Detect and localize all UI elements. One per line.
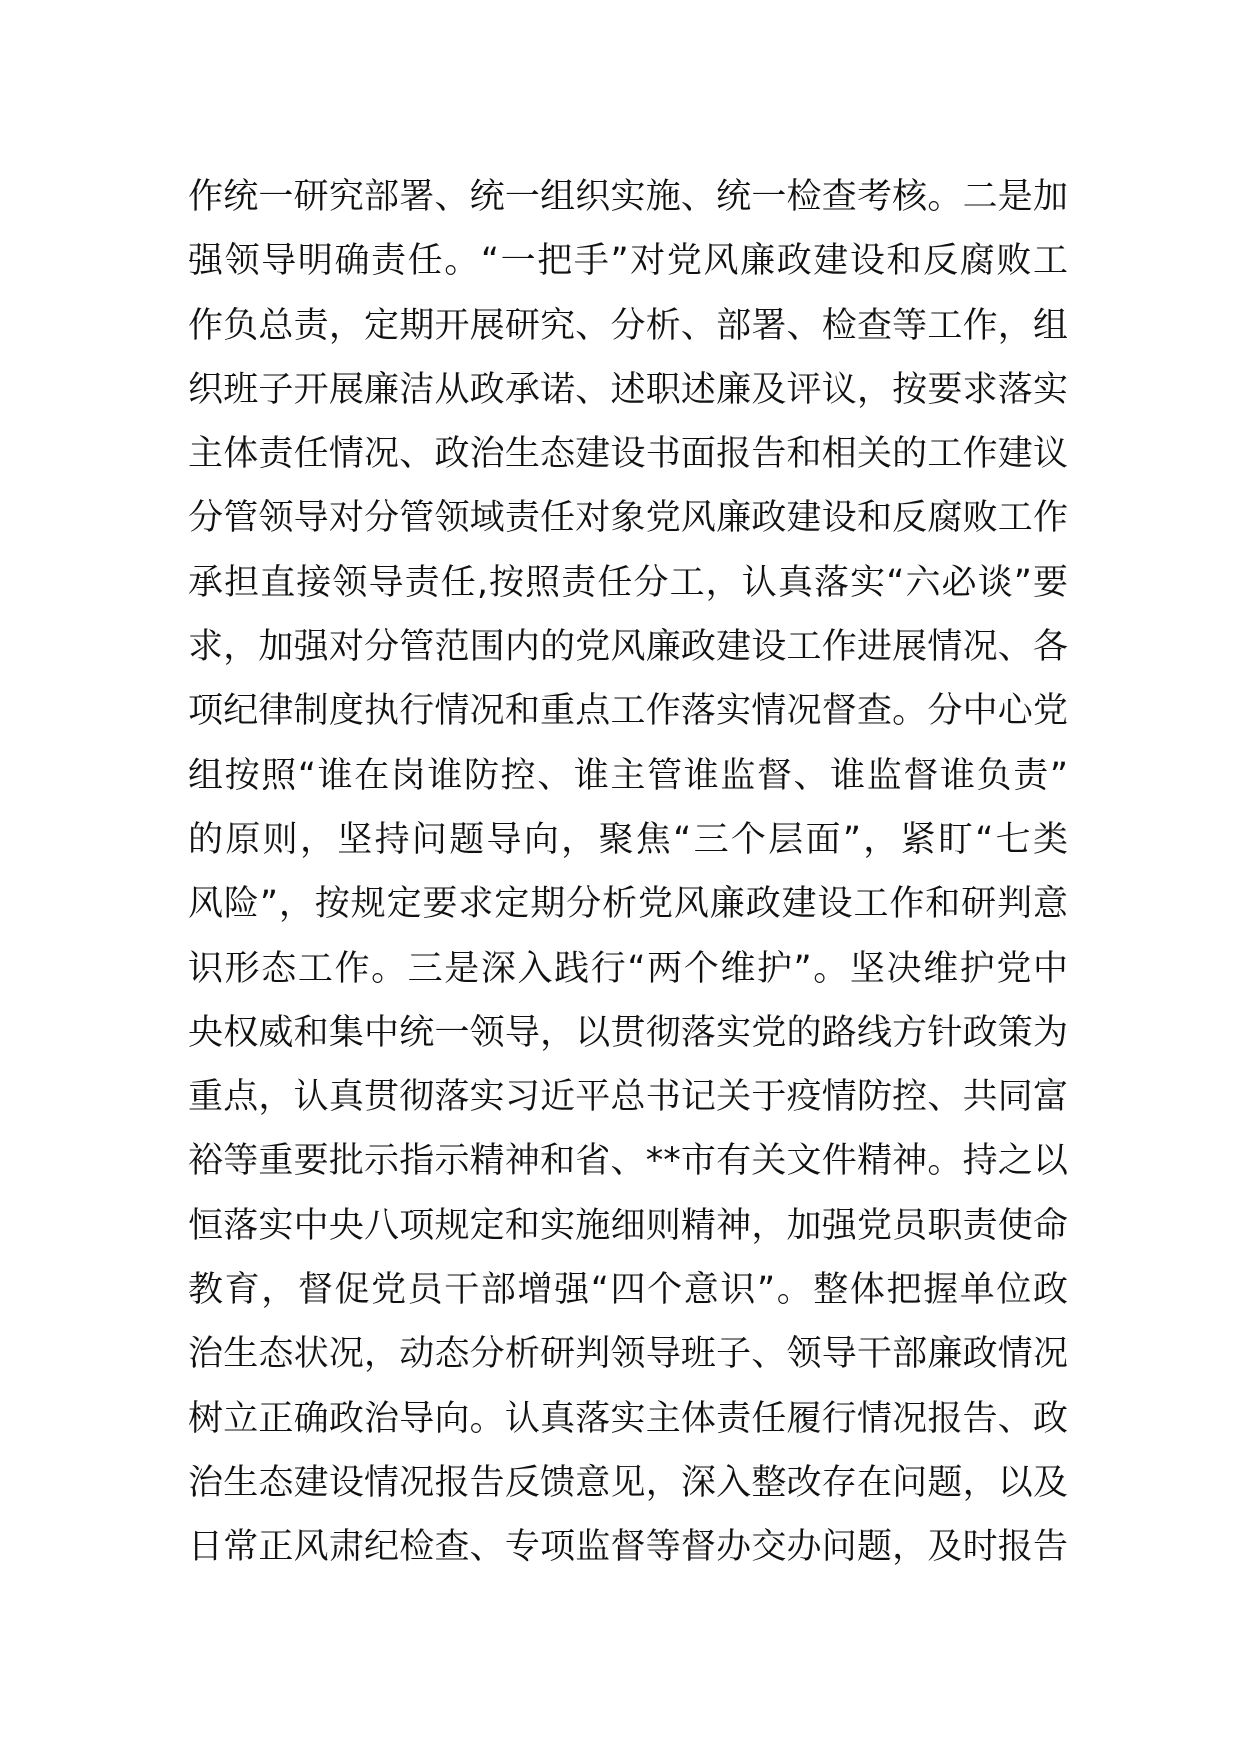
text-line: 重点，认真贯彻落实习近平总书记关于疫情防控、共同富 (188, 1077, 1068, 1118)
text-line: 强领导明确责任。“一把手”对党风廉政建设和反腐败工 (188, 241, 1068, 282)
text-line: 治生态状况，动态分析研判领导班子、领导干部廉政情况 (188, 1334, 1068, 1375)
text-line: 央权威和集中统一领导，以贯彻落实党的路线方针政策为 (188, 1012, 1068, 1053)
text-line: 裕等重要批示指示精神和省、**市有关文件精神。持之以 (188, 1141, 1068, 1182)
text-line: 日常正风肃纪检查、专项监督等督办交办问题，及时报告 (188, 1527, 1068, 1568)
text-line: 识形态工作。三是深入践行“两个维护”。坚决维护党中 (188, 948, 1068, 989)
text-line: 分管领导对分管领域责任对象党风廉政建设和反腐败工作 (188, 498, 1068, 539)
text-line: 风险”，按规定要求定期分析党风廉政建设工作和研判意 (188, 884, 1068, 925)
text-line: 恒落实中央八项规定和实施细则精神，加强党员职责使命 (188, 1205, 1068, 1246)
text-line: 组按照“谁在岗谁防控、谁主管谁监督、谁监督谁负责” (188, 755, 1068, 796)
text-line: 织班子开展廉洁从政承诺、述职述廉及评议，按要求落实 (188, 369, 1068, 410)
text-line: 主体责任情况、政治生态建设书面报告和相关的工作建议 (188, 434, 1068, 475)
text-line: 的原则，坚持问题导向，聚焦“三个层面”，紧盯“七类 (188, 819, 1068, 860)
text-line: 树立正确政治导向。认真落实主体责任履行情况报告、政 (188, 1398, 1068, 1439)
text-line: 作负总责，定期开展研究、分析、部署、检查等工作，组 (188, 305, 1068, 346)
text-line: 项纪律制度执行情况和重点工作落实情况督查。分中心党 (188, 691, 1068, 732)
text-line: 承担直接领导责任,按照责任分工，认真落实“六必谈”要 (188, 562, 1068, 603)
text-line: 求，加强对分管范围内的党风廉政建设工作进展情况、各 (188, 627, 1068, 668)
body-paragraph (188, 165, 1068, 1580)
text-line: 作统一研究部署、统一组织实施、统一检查考核。二是加 (188, 177, 1068, 217)
text-line: 教育，督促党员干部增强“四个意识”。整体把握单位政 (188, 1270, 1068, 1311)
text-line: 治生态建设情况报告反馈意见，深入整改存在问题，以及 (188, 1462, 1068, 1503)
